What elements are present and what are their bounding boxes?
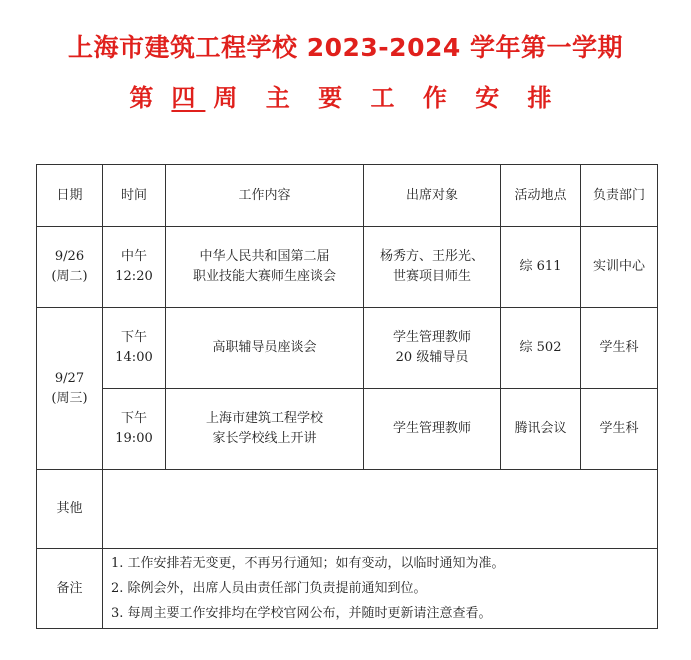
week-title xyxy=(0,78,691,113)
schedule-table xyxy=(36,164,658,629)
location-cell: 腾讯会议 xyxy=(501,389,581,470)
note-item: 2. 除例会外，出席人员由责任部门负责提前通知到位。 xyxy=(111,581,427,596)
attendees-cell xyxy=(364,308,501,389)
table-row xyxy=(37,308,658,389)
content-line: 职业技能大赛师生座谈会 xyxy=(192,269,336,284)
time: 12:20 xyxy=(115,269,153,284)
date-cell xyxy=(37,308,103,470)
time-cell xyxy=(103,308,166,389)
content-cell xyxy=(166,227,364,308)
table-row xyxy=(37,227,658,308)
other-value xyxy=(103,470,658,549)
time-period: 下午 xyxy=(120,411,147,426)
attendees-cell xyxy=(364,389,501,470)
attendees-line: 杨秀方、王彤光、 xyxy=(379,249,484,264)
column-header: 活动地点 xyxy=(501,165,581,227)
attendees-line: 学生管理教师 xyxy=(392,330,471,345)
week-prefix: 第 xyxy=(129,84,164,112)
weekday: (周三) xyxy=(51,390,88,406)
date-cell xyxy=(37,227,103,308)
department-cell: 学生科 xyxy=(581,389,658,470)
table-header-row xyxy=(37,165,658,227)
content-cell xyxy=(166,389,364,470)
column-header: 工作内容 xyxy=(166,165,364,227)
table-row xyxy=(37,389,658,470)
other-row xyxy=(37,470,658,549)
content-line: 中华人民共和国第二届 xyxy=(199,249,330,264)
attendees-line: 20 级辅导员 xyxy=(395,350,469,365)
notes-row xyxy=(37,549,658,629)
week-suffix: 周 主 要 工 作 安 排 xyxy=(213,84,562,112)
department-cell: 学生科 xyxy=(581,308,658,389)
attendees-line: 学生管理教师 xyxy=(392,421,471,436)
date: 9/27 xyxy=(54,370,85,386)
content-line: 上海市建筑工程学校 xyxy=(205,411,323,426)
notes-label: 备注 xyxy=(37,549,103,629)
content-cell xyxy=(166,308,364,389)
department-cell: 实训中心 xyxy=(581,227,658,308)
time: 19:00 xyxy=(115,431,153,446)
attendees-line: 世赛项目师生 xyxy=(392,269,471,284)
content-line: 高职辅导员座谈会 xyxy=(212,340,317,355)
time-period: 中午 xyxy=(120,249,147,264)
time-cell xyxy=(103,227,166,308)
date: 9/26 xyxy=(54,249,85,264)
weekday: (周二) xyxy=(51,269,88,284)
location-cell: 综 502 xyxy=(501,308,581,389)
note-item: 3. 每周主要工作安排均在学校官网公布，并随时更新请注意查看。 xyxy=(111,606,492,621)
time: 14:00 xyxy=(115,350,153,365)
note-item: 1. 工作安排若无变更，不再另行通知；如有变动，以临时通知为准。 xyxy=(111,556,505,571)
other-label: 其他 xyxy=(37,470,103,549)
notes-cell xyxy=(103,549,658,629)
column-header: 负责部门 xyxy=(581,165,658,227)
time-cell xyxy=(103,389,166,470)
week-number: 四 xyxy=(171,84,206,112)
column-header: 日期 xyxy=(37,165,103,227)
column-header: 时间 xyxy=(103,165,166,227)
column-header: 出席对象 xyxy=(364,165,501,227)
document-title: 上海市建筑工程学校 2023-2024 学年第一学期 xyxy=(68,33,623,62)
location-cell: 综 611 xyxy=(501,227,581,308)
attendees-cell xyxy=(364,227,501,308)
content-line: 家长学校线上开讲 xyxy=(212,431,317,446)
time-period: 下午 xyxy=(120,330,147,345)
